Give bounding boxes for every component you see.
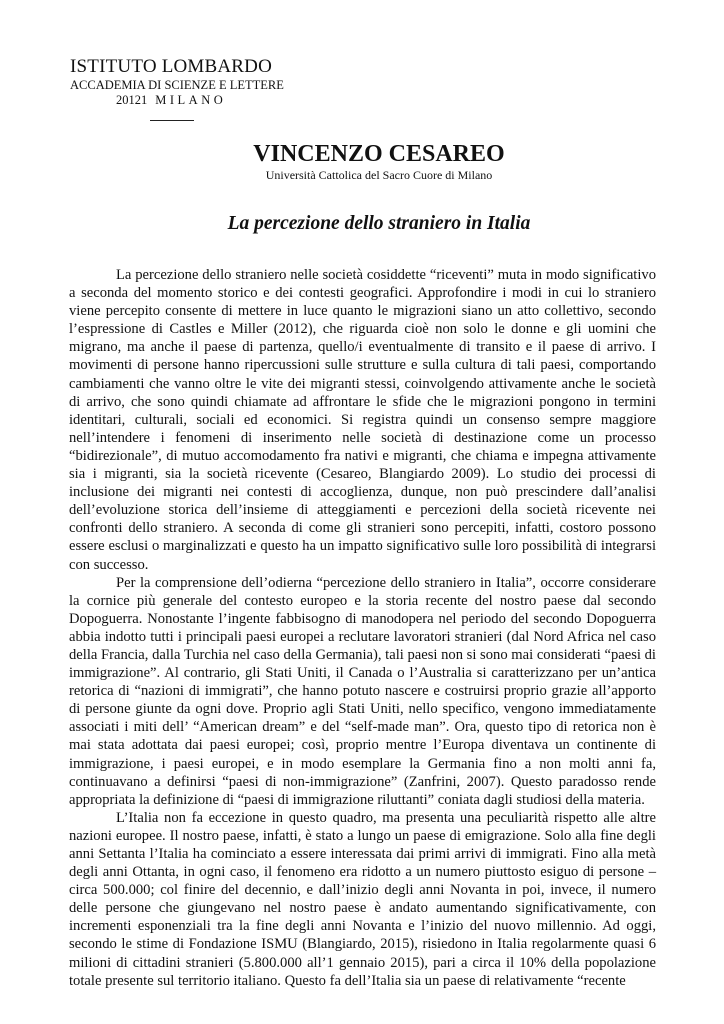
address-line bbox=[70, 93, 284, 108]
paragraph: L’Italia non fa eccezione in questo quadro, ma presenta una peculiarità rispetto alle altre nazioni europee. Il nostro paese, infatti, è stato a lungo un paese di emigrazione. Solo alla fine degli anni Settanta l’Italia ha cominciato a essere interessata dai primi arrivi di immigrati. Fino alla metà degli anni Ottanta, in ogni caso, il fenomeno era ridotto a un numero piuttosto esiguo di persone – circa 500.000; col finire del decennio, e dall’inizio degli anni Novanta in poi, invece, il numero delle persone che giungevano nel nostro paese è andato aumentando significativamente, con incrementi esponenziali tra la fine degli anni Novanta e l’inizio del nuovo millennio. Ad oggi, secondo le stime di Fondazione ISMU (Blangiardo, 2015), risiedono in Italia regolarmente quasi 6 milioni di cittadini stranieri (5.800.000 all’1 gennaio 2015), pari a circa il 10% della popolazione totale presente sul territorio italiano. Questo fa dell’Italia sia un paese di relativamente “recente bbox=[69, 809, 656, 989]
letterhead-divider bbox=[150, 120, 194, 121]
academy-name: ACCADEMIA DI SCIENZE E LETTERE bbox=[70, 78, 284, 92]
paragraph: La percezione dello straniero nelle società cosiddette “riceventi” muta in modo significativo a seconda del momento storico e dei contesti geografici. Approfondire i modi in cui lo straniero viene percepito consente di mettere in luce quanto le migrazioni siano un atto collettivo, secondo l’espressione di Castles e Miller (2012), che riguarda cioè non solo le donne e gli uomini che migrano, ma anche il paese di partenza, quello/i eventualmente di transito e il paese di arrivo. I movimenti di persone hanno ripercussioni sulle strutture e sulla cultura di tali paesi, comportando cambiamenti che vanno oltre le vite dei migranti stessi, coinvolgendo attivamente anche le società di arrivo, che sono quindi chiamate ad affrontare le sfide che le migrazioni pongono in termini identitari, culturali, sociali ed economici. Si registra quindi un consenso sempre maggiore nell’intendere i fenomeni di inserimento nelle società di destinazione come un processo “bidirezionale”, di mutuo accomodamento fra nativi e migranti, che chiama e impegna attivamente sia i migranti, sia la società ricevente (Cesareo, Blangiardo 2009). Lo studio dei processi di inclusione dei migranti nei contesti di accoglienza, dunque, non può prescindere dall’analisi dell’evoluzione storica dell’insieme di atteggiamenti e percezioni della società ricevente nei confronti dello straniero. A seconda di come gli stranieri sono percepiti, infatti, costoro possono essere esclusi o marginalizzati e questo ha un impatto significativo sulle loro possibilità di integrarsi con successo. bbox=[69, 267, 656, 573]
postcode: 20121 bbox=[116, 93, 148, 107]
document-title: La percezione dello straniero in Italia bbox=[227, 213, 531, 234]
author-block bbox=[0, 140, 724, 182]
paragraph: Per la comprensione dell’odierna “percezione dello straniero in Italia”, occorre considerare la cornice più generale del contesto europeo e la storia recente del nostro paese dal secondo Dopoguerra. Nonostante l’ingente fabbisogno di manodopera nel periodo del secondo Dopoguerra abbia indotto tutti i principali paesi europei a reclutare lavoratori stranieri (dal Nord Africa nel caso della Francia, dalla Turchia nel caso della Germania), tali paesi non si sono mai considerati “paesi di immigrazione”. Al contrario, gli Stati Uniti, il Canada o l’Australia si caratterizzano per un’antica retorica di “nazioni di immigrati”, che hanno potuto nascere e costruirsi proprio grazie all’apporto di persone giunte da ogni dove. Proprio agli Stati Uniti, nello specifico, vengono immediatamente associati i miti dell’ “American dream” e del “self-made man”. Ora, questo tipo di retorica non è mai stata adottata dai paesi europei; così, proprio mentre l’Europa diventava un continente di immigrazione, i paesi europei, e in modo esemplare la Germania fino a non molti anni fa, continuavano a definirsi “paesi di non-immigrazione” (Zanfrini, 2007). Questo paradosso rende appropriata la definizione di “paesi di immigrazione riluttanti” coniata dagli studiosi della materia. bbox=[69, 574, 656, 808]
body-text bbox=[69, 266, 656, 990]
city: MILANO bbox=[155, 93, 227, 107]
author-affiliation: Università Cattolica del Sacro Cuore di Milano bbox=[265, 168, 493, 182]
institute-name: ISTITUTO LOMBARDO bbox=[70, 56, 273, 77]
letterhead bbox=[70, 56, 284, 108]
author-name: VINCENZO CESAREO bbox=[253, 141, 505, 167]
